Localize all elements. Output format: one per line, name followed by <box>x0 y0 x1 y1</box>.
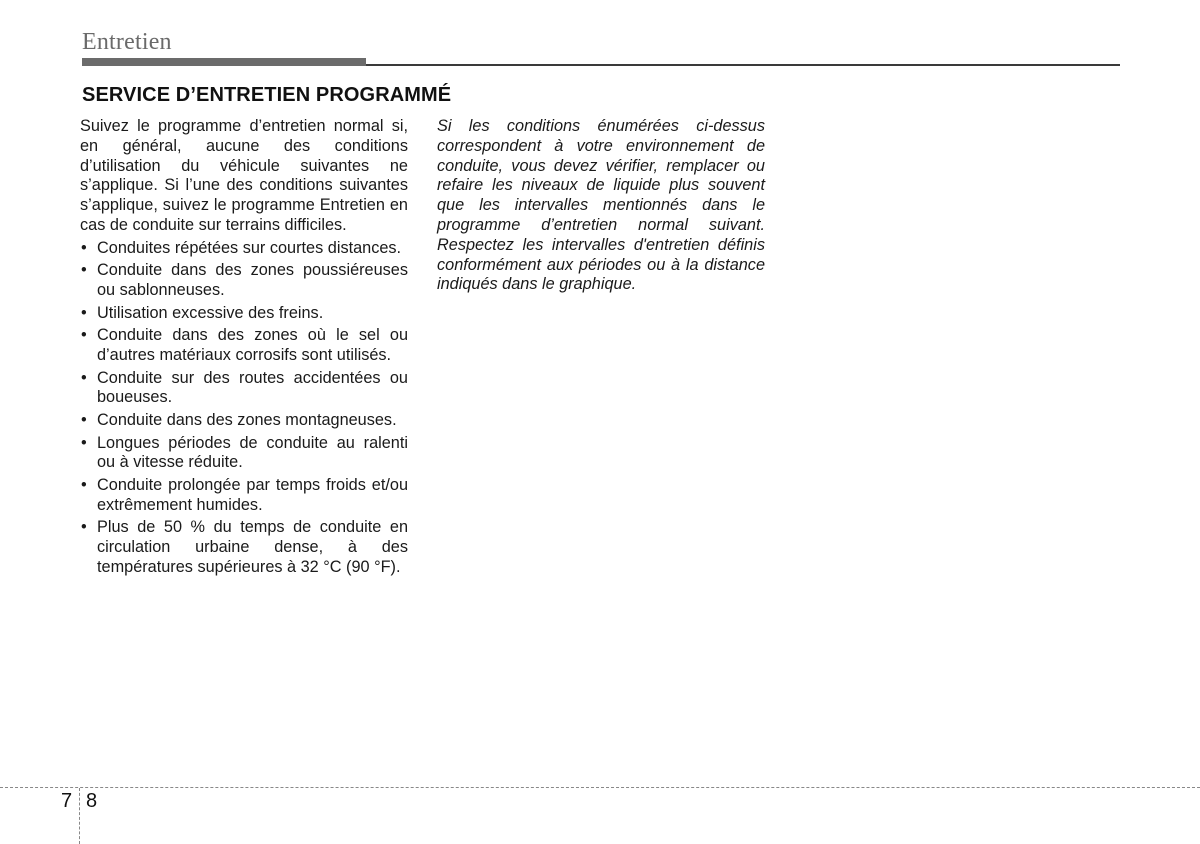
list-item: • Longues périodes de conduite au ralenti ou à vitesse réduite. <box>80 434 408 474</box>
header-rule-thick <box>82 58 366 66</box>
list-item: • Conduite dans des zones poussiéreuses ou sablonneuses. <box>80 261 408 301</box>
list-item: • Plus de 50 % du temps de conduite en circulation urbaine dense, à des températures supérieures à 32 °C (90 °F). <box>80 518 408 577</box>
right-column <box>437 117 765 295</box>
list-item: • Conduite sur des routes accidentées ou boueuses. <box>80 369 408 409</box>
page-chapter-number: 7 <box>61 790 73 812</box>
section-title: SERVICE D’ENTRETIEN PROGRAMMÉ <box>82 84 452 106</box>
left-column <box>80 117 408 578</box>
footer-vertical-rule <box>79 788 80 844</box>
list-item: • Conduites répétées sur courtes distances. <box>80 239 408 259</box>
conditions-list <box>80 239 408 578</box>
note-paragraph: Si les conditions énumérées ci-dessus correspondent à votre environnement de conduite, vous devez vérifier, remplacer ou refaire les niveaux de liquide plus souvent que les intervalles mentionnés dans le programme d’entretien normal suivant. Respectez les intervalles d'entretien définis conformément aux périodes ou à la distance indiqués dans le graphique. <box>437 117 765 294</box>
list-item: • Conduite dans des zones montagneuses. <box>80 411 408 431</box>
page-number: 8 <box>86 790 98 812</box>
page-header-title: Entretien <box>82 29 172 55</box>
intro-paragraph: Suivez le programme d’entretien normal si, en général, aucune des conditions d’utilisation du véhicule suivantes ne s’applique. Si l’une des conditions suivantes s’applique, suivez le programme Entretien en cas de conduite sur terrains difficiles. <box>80 117 408 234</box>
header-rule-thin <box>366 64 1120 66</box>
footer-dashed-rule <box>0 787 1200 788</box>
list-item: • Conduite prolongée par temps froids et/ou extrêmement humides. <box>80 476 408 516</box>
list-item: • Conduite dans des zones où le sel ou d’autres matériaux corrosifs sont utilisés. <box>80 326 408 366</box>
list-item: • Utilisation excessive des freins. <box>80 304 408 324</box>
